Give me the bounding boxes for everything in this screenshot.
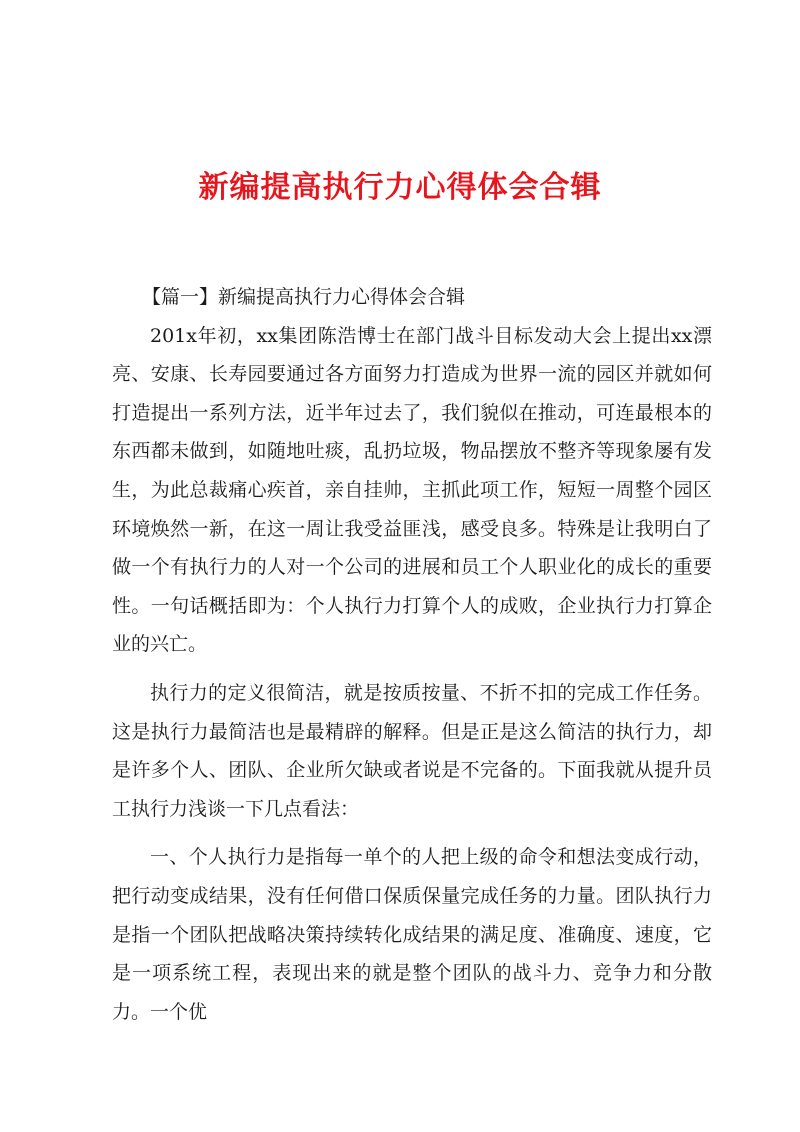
section-heading: 【篇一】新编提高执行力心得体会合辑 xyxy=(142,286,466,308)
paragraph-1: 201x年初，xx集团陈浩博士在部门战斗目标发动大会上提出xx漂亮、安康、长寿园要通过各方面努力打造成为世界一流的园区并就如何打造提出一系列方法，近半年过去了，我们貌似在推动，可连最根本的东西都未做到，如随地吐痰，乱扔垃圾，物品摆放不整齐等现象屡有发生，为此总裁痛心疾首，亲自挂帅，主抓此项工作，短短一周整个园区环境焕然一新，在这一周让我受益匪浅，感受良多。特殊是让我明白了做一个有执行力的人对一个公司的进展和员工个人职业化的成长的重要性。一句话概括即为：个人执行力打算个人的成败，企业执行力打算企业的兴亡。 xyxy=(112,324,712,656)
paragraph-3: 一、个人执行力是指每一单个的人把上级的命令和想法变成行动，把行动变成结果，没有任何借口保质保量完成任务的力量。团队执行力是指一个团队把战略决策持续转化成结果的满足度、准确度、速度，它是一项系统工程，表现出来的就是整个团队的战斗力、竞争力和分散力。一个优 xyxy=(112,846,712,1023)
paragraph-spacer xyxy=(112,828,712,838)
paragraph-2: 执行力的定义很简洁，就是按质按量、不折不扣的完成工作任务。这是执行力最简洁也是最精辟的解释。但是正是这么简洁的执行力，却是许多个人、团队、企业所欠缺或者说是不完备的。下面我就从提升员工执行力浅谈一下几点看法： xyxy=(112,681,712,820)
document-title: 新编提高执行力心得体会合辑 xyxy=(198,170,602,205)
paragraph-spacer xyxy=(112,664,712,674)
document-body xyxy=(112,278,712,1031)
